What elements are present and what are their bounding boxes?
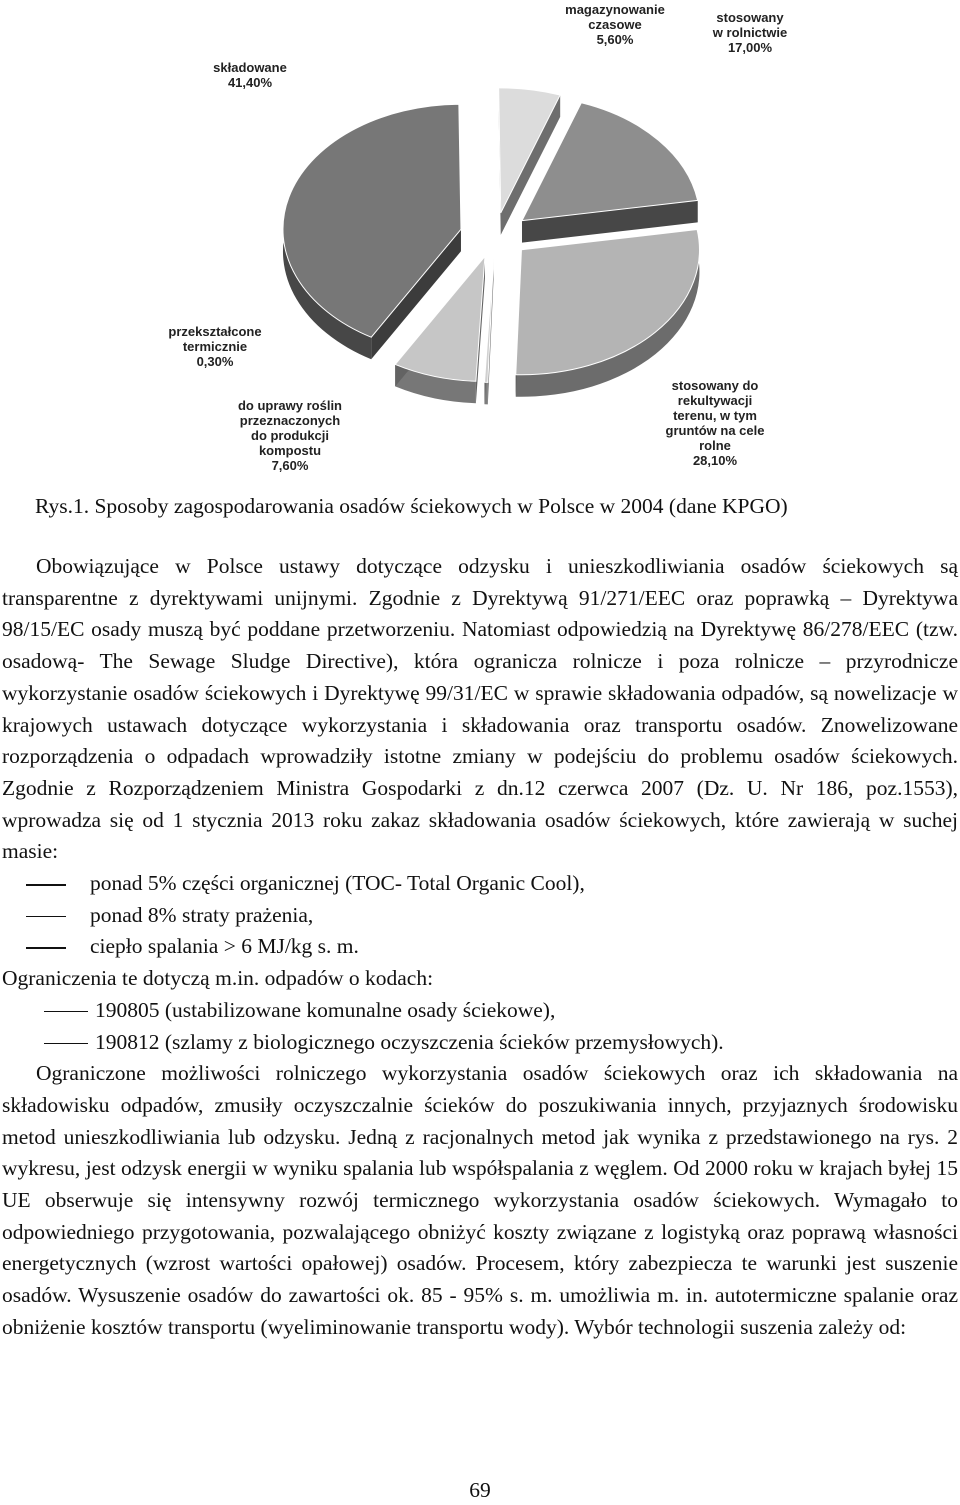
pie-chart bbox=[150, 0, 810, 490]
dash-marker bbox=[2, 900, 90, 932]
figure-caption: Rys.1. Sposoby zagospodarowania osadów ściekowych w Polsce w 2004 (dane KPGO) bbox=[35, 494, 788, 518]
list-item: ponad 8% straty prażenia, bbox=[2, 900, 958, 932]
slice-label-line: gruntów na cele bbox=[665, 423, 765, 438]
dash-marker bbox=[2, 995, 95, 1027]
list-item: 190805 (ustabilizowane komunalne osady ściekowe), bbox=[2, 995, 958, 1027]
dash-marker bbox=[2, 931, 90, 963]
slice-label-line: rolne bbox=[699, 438, 731, 453]
waste-codes-list bbox=[2, 995, 958, 1058]
slice-label-line: 28,10% bbox=[692, 453, 738, 468]
slice-label-line: 0,30% bbox=[196, 354, 234, 369]
pie-slice bbox=[516, 230, 700, 397]
body-text bbox=[2, 551, 958, 1344]
slice-label-line: stosowany do bbox=[671, 378, 759, 393]
slice-label bbox=[213, 60, 287, 90]
slice-label-line: 17,00% bbox=[727, 40, 773, 55]
slice-label-line: 7,60% bbox=[271, 458, 309, 473]
slice-label-line: terenu, w tym bbox=[673, 408, 757, 423]
dash-marker bbox=[2, 1027, 95, 1059]
pie-slice-top bbox=[516, 230, 700, 375]
slice-label-line: magazynowanie bbox=[565, 2, 665, 17]
slice-label-line: stosowany bbox=[716, 10, 784, 25]
slice-label-line: 41,40% bbox=[227, 75, 273, 90]
slice-label bbox=[238, 398, 342, 473]
slice-label-line: czasowe bbox=[588, 17, 642, 32]
paragraph-2: Ograniczenia te dotyczą m.in. odpadów o kodach: bbox=[2, 966, 434, 991]
slice-label bbox=[168, 324, 261, 369]
slice-label-line: 5,60% bbox=[596, 32, 634, 47]
page-number: 69 bbox=[469, 1478, 491, 1502]
dash-marker bbox=[2, 868, 90, 900]
slice-label-line: przekształcone bbox=[168, 324, 262, 339]
slice-label-line: do produkcji bbox=[251, 428, 329, 443]
list-item: ponad 5% części organicznej (TOC- Total Organic Cool), bbox=[2, 868, 958, 900]
pie-slice-top bbox=[484, 257, 493, 382]
paragraph-1: Obowiązujące w Polsce ustawy dotyczące odzysku i unieszkodliwiania osadów ściekowych są transparentne z dyrektywami unijnymi. Zgodnie z Dyrektywą 91/271/EEC oraz poprawką – Dyrektywa 98/15/EC osady muszą być poddane przetworzeniu. Natomiast odpowiedzią na Dyrektywę 86/278/EEC (tzw. osadową- The Sewage Sludge Directive), która ogranicza rolnicze i poza rolnicze – przyrodnicze wykorzystanie osadów ściekowych i Dyrektywę 99/31/EC w sprawie składowania odpadów, są nowelizacje w krajowych ustawach dotyczące wykorzystania i składowania oraz transportu osadów. Znowelizowane rozporządzenia o odpadach wprowadziły istotne zmiany w podejściu do problemu osadów ściekowych. Zgodnie z Rozporządzeniem Ministra Gospodarki z dn.12 czerwca 2007 (Dz. U. Nr 186, poz.1553), wprowadza się od 1 stycznia 2013 roku zakaz składowania osadów ściekowych, które zawierają w suchej masie: bbox=[2, 554, 958, 864]
list-item: 190812 (szlamy z biologicznego oczyszczenia ścieków przemysłowych). bbox=[2, 1027, 958, 1059]
slice-label-line: rekultywacji bbox=[677, 393, 753, 408]
pie-slice bbox=[484, 257, 493, 404]
toc-limits-list bbox=[2, 868, 958, 963]
slice-label-line: przeznaczonych bbox=[239, 413, 341, 428]
paragraph-3: Ograniczone możliwości rolniczego wykorzystania osadów ściekowych oraz ich składowania na składowisku odpadów, zmusiły oczyszczalnie ścieków do poszukiwania innych, przyjaznych środowisku metod unieszkodliwiania lub odzysku. Jedną z racjonalnych metod jak wynika z przedstawionego na rys. 2 wykresu, jest odzysk energii w wyniku spalania lub współspalania z węglem. Od 2000 roku w krajach byłej 15 UE obserwuje się intensywny rozwój termicznego wykorzystania osadów ściekowych. Wymagało to odpowiedniego przygotowania, pozwalającego obniżyć koszty związane z logistyką oraz poprawą własności energetycznych (wzrost wartości opałowej) osadów. Procesem, który zabezpiecza te warunki jest suszenie osadów. Wysuszenie osadów do zawartości ok. 85 - 95% s. m. umożliwia m. in. autotermiczne spalanie oraz obniżenie kosztów transportu (wyeliminowanie transportu wody). Wybór technologii suszenia zależy od: bbox=[2, 1061, 958, 1339]
slice-label bbox=[565, 2, 665, 47]
list-item: ciepło spalania > 6 MJ/kg s. m. bbox=[2, 931, 958, 963]
slice-label-line: składowane bbox=[213, 60, 287, 75]
slice-label-line: do uprawy roślin bbox=[237, 398, 343, 413]
slice-label-line: termicznie bbox=[182, 339, 248, 354]
slice-label-line: w rolnictwie bbox=[712, 25, 788, 40]
slice-label bbox=[712, 10, 787, 55]
slice-label bbox=[666, 378, 765, 468]
slice-label-line: kompostu bbox=[258, 443, 322, 458]
